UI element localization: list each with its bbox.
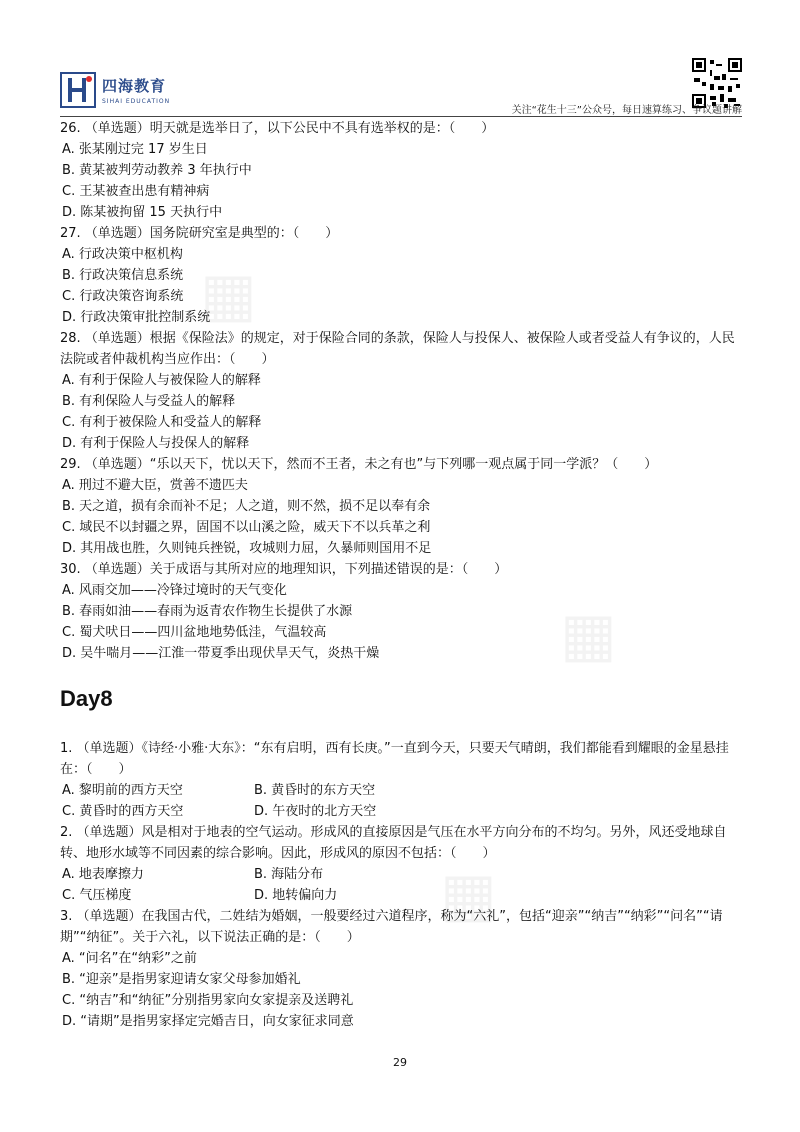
option-b: B. 行政决策信息系统: [62, 268, 184, 283]
option-d: D. 吴牛喘月——江淮一带夏季出现伏旱天气，炎热干燥: [62, 646, 380, 661]
watermark: ▦: [560, 600, 617, 670]
question-block: [60, 223, 742, 328]
option-a: A. 黎明前的西方天空: [62, 783, 183, 798]
question-block: [60, 328, 742, 454]
question-stem: 1. （单选题）《诗经·小雅·大东》：“东有启明，西有长庚。”一直到今天，只要天气晴朗，我们都能看到耀眼的金星悬挂在：（ ）: [60, 741, 729, 777]
option-a: A. 有利于保险人与被保险人的解释: [62, 373, 261, 388]
option-c: C. 行政决策咨询系统: [62, 289, 184, 304]
logo-text: 四海教育: [102, 77, 167, 95]
option-b: B. 黄某被判劳动教养 3 年执行中: [62, 163, 252, 178]
question-stem: 2. （单选题）风是相对于地表的空气运动。形成风的直接原因是气压在水平方向分布的不均匀。另外，风还受地球自转、地形水域等不同因素的综合影响。因此，形成风的原因不包括：（ ）: [60, 825, 727, 861]
option-a: A. 行政决策中枢机构: [62, 247, 183, 262]
option-b: B. 黄昏时的东方天空: [254, 783, 376, 798]
question-block: [60, 118, 742, 223]
page-number: 29: [393, 1056, 407, 1069]
day-heading: Day8: [60, 686, 113, 711]
option-d: D. 陈某被拘留 15 天执行中: [62, 205, 223, 220]
question-block: [60, 454, 742, 559]
question-block: [60, 559, 742, 664]
page-header: [60, 58, 742, 118]
watermark: ▦: [200, 260, 257, 330]
option-d: D. 行政决策审批控制系统: [62, 310, 211, 325]
logo-icon: [60, 72, 96, 108]
option-c: C. 黄昏时的西方天空: [62, 804, 184, 819]
option-b: B. 天之道，损有余而补不足；人之道，则不然，损不足以奉有余: [62, 499, 431, 514]
option-c: C. “纳吉”和“纳征”分别指男家向女家提亲及送聘礼: [62, 993, 354, 1008]
watermark: ▦: [440, 860, 497, 930]
option-d: D. 地转偏向力: [254, 888, 338, 903]
question-stem: 28. （单选题）根据《保险法》的规定，对于保险合同的条款，保险人与投保人、被保险人或者受益人有争议的，人民法院或者仲裁机构当应作出：（ ）: [60, 331, 735, 367]
option-b: B. “迎亲”是指男家迎请女家父母参加婚礼: [62, 972, 301, 987]
question-stem: 27. （单选题）国务院研究室是典型的：（ ）: [60, 226, 339, 241]
question-stem: 26. （单选题）明天就是选举日了，以下公民中不具有选举权的是：（ ）: [60, 121, 495, 136]
question-stem: 30. （单选题）关于成语与其所对应的地理知识，下列描述错误的是：（ ）: [60, 562, 508, 577]
question-block: [60, 822, 742, 906]
option-a: A. 地表摩擦力: [62, 867, 144, 882]
option-a: A. “问名”在“纳彩”之前: [62, 951, 197, 966]
header-divider: [60, 116, 742, 117]
option-b: B. 春雨如油——春雨为返青农作物生长提供了水源: [62, 604, 353, 619]
option-a: A. 张某刚过完 17 岁生日: [62, 142, 208, 157]
page-content: [60, 118, 742, 1032]
option-c: C. 气压梯度: [62, 888, 132, 903]
logo: [60, 72, 170, 108]
option-c: C. 有利于被保险人和受益人的解释: [62, 415, 262, 430]
option-d: D. 其用战也胜，久则钝兵挫锐，攻城则力屈，久暴师则国用不足: [62, 541, 432, 556]
option-b: B. 有利保险人与受益人的解释: [62, 394, 236, 409]
question-stem: 3. （单选题）在我国古代，二姓结为婚姻，一般要经过六道程序，称为“六礼”，包括“迎亲”“纳吉”“纳彩”“问名”“请期”“纳征”。关于六礼，以下说法正确的是：（ ）: [60, 909, 723, 945]
option-b: B. 海陆分布: [254, 867, 324, 882]
header-note: 关注“花生十三”公众号，每日速算练习、争议题讲解: [511, 105, 742, 116]
option-c: C. 王某被查出患有精神病: [62, 184, 210, 199]
question-stem: 29. （单选题）“乐以天下，忧以天下，然而不王者，未之有也”与下列哪一观点属于同一学派？（ ）: [60, 457, 658, 472]
option-d: D. “请期”是指男家择定完婚吉日，向女家征求同意: [62, 1014, 354, 1029]
question-block: [60, 906, 742, 1032]
option-c: C. 域民不以封疆之界，固国不以山溪之险，威天下不以兵革之利: [62, 520, 431, 535]
logo-subtext: SIHAI EDUCATION: [102, 98, 171, 105]
option-d: D. 有利于保险人与投保人的解释: [62, 436, 250, 451]
option-a: A. 风雨交加——冷锋过境时的天气变化: [62, 583, 287, 598]
option-d: D. 午夜时的北方天空: [254, 804, 377, 819]
question-block: [60, 738, 742, 822]
option-a: A. 刑过不避大臣，赏善不遗匹夫: [62, 478, 248, 493]
option-c: C. 蜀犬吠日——四川盆地地势低洼，气温较高: [62, 625, 327, 640]
